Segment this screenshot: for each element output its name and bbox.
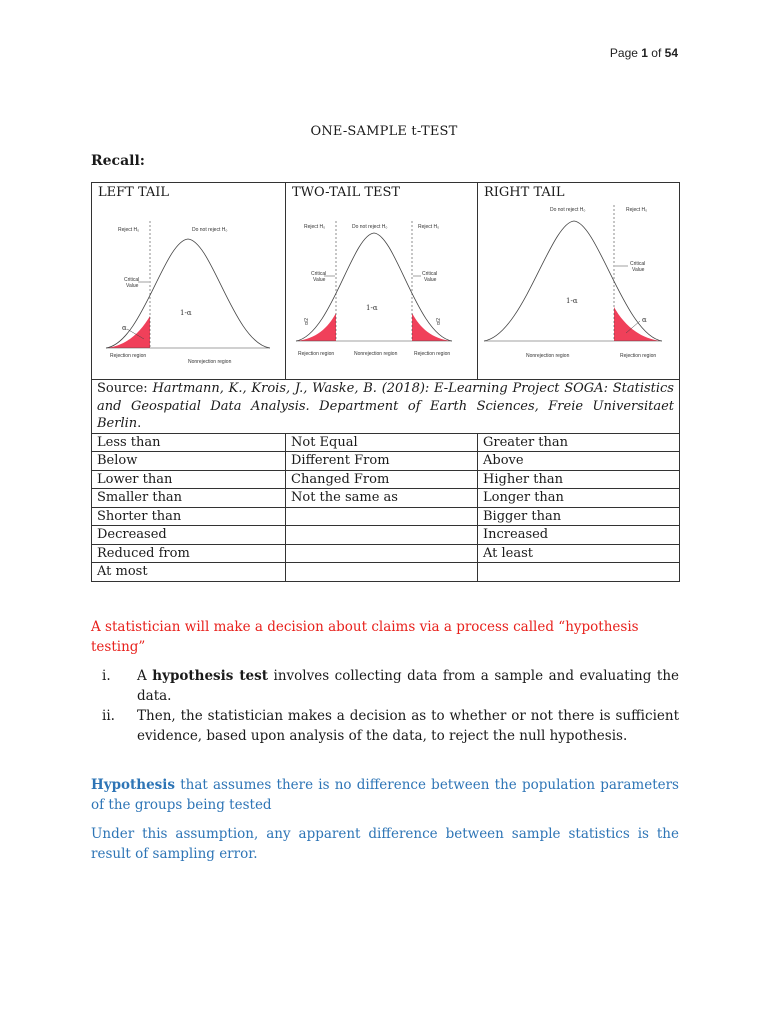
- table-row: [92, 489, 680, 508]
- list-item: [91, 706, 679, 746]
- two-tail-one-minus-alpha: 1-α: [366, 304, 378, 312]
- left-tail-one-minus-alpha: 1-α: [180, 309, 192, 317]
- left-tail-alpha: α: [122, 324, 127, 332]
- left-tail-header: LEFT TAIL: [98, 185, 170, 200]
- source-cell: [92, 380, 680, 434]
- two-tail-half-alpha-right: α/2: [436, 317, 442, 325]
- right-tail-header: RIGHT TAIL: [484, 185, 565, 200]
- table-row: [92, 544, 680, 563]
- left-tail-critical-label-2: Value: [126, 283, 139, 289]
- left-tail-nonrejection-region-label: Nonrejection region: [188, 359, 232, 365]
- source-citation: Hartmann, K., Krois, J., Waske, B. (2018): E-Learning Project SOGA: Statistics and Geospatial Data Analysis. Department of Earth Sciences, Freie Universitaet Berlin: [97, 381, 674, 431]
- right-tail-one-minus-alpha: 1-α: [566, 297, 578, 305]
- left-keyword: Shorter than: [92, 507, 286, 526]
- right-tail-rejection-label: Rejection region: [620, 353, 657, 359]
- source-suffix: .: [137, 416, 142, 431]
- left-keyword: Lower than: [92, 470, 286, 489]
- step-text-bold: hypothesis test: [152, 668, 268, 684]
- right-tail-alpha: α: [642, 316, 647, 324]
- step-text-pre: Then, the statistician makes a decision as to whether or not there is sufficient evidence, based upon analysis of the data, to reject the null hypothesis.: [137, 708, 679, 744]
- left-tail-rejection-region-label: Rejection region: [110, 353, 147, 359]
- page-total: 54: [664, 46, 678, 60]
- two-tail-header: TWO-TAIL TEST: [292, 185, 401, 200]
- hypothesis-testing-intro: A statistician will make a decision about claims via a process called “hypothesis testing”: [91, 619, 639, 655]
- two-tail-reject-left-label: Reject H₀: [304, 224, 326, 230]
- two-keyword: Changed From: [286, 470, 478, 489]
- table-row: [92, 452, 680, 471]
- left-tail-critical-label-1: Critical: [124, 277, 140, 283]
- left-keyword: Less than: [92, 433, 286, 452]
- two-keyword: [286, 507, 478, 526]
- page-prefix: Page: [609, 46, 642, 60]
- page-number: [610, 46, 678, 60]
- two-tail-critical-left-1: Critical: [311, 271, 327, 277]
- steps-list: [91, 666, 679, 746]
- page-of: of: [647, 46, 665, 60]
- hypothesis-term: Hypothesis: [91, 777, 176, 793]
- table-row: [92, 507, 680, 526]
- step-text-post: involves collecting data from a sample and evaluating the data.: [137, 668, 680, 704]
- two-tail-cell: [286, 183, 478, 380]
- figure-row: [92, 183, 680, 380]
- right-tail-curve: [484, 221, 662, 341]
- two-keyword: [286, 526, 478, 545]
- left-keyword: Decreased: [92, 526, 286, 545]
- left-keyword: At most: [92, 563, 286, 582]
- step-number: ii.: [102, 708, 115, 724]
- hypothesis-definition-text: that assumes there is no difference between the population parameters of the groups being tested: [91, 777, 679, 813]
- two-keyword: [286, 544, 478, 563]
- right-keyword: At least: [478, 544, 680, 563]
- right-tail-critical-label-1: Critical: [630, 261, 646, 267]
- table-row: [92, 470, 680, 489]
- right-keyword: Longer than: [478, 489, 680, 508]
- two-tail-nonrejection-label: Nonrejection region: [354, 351, 398, 357]
- right-tail-nonrejection-label: Nonrejection region: [526, 353, 570, 359]
- two-tail-rejection-right-label: Rejection region: [414, 351, 451, 357]
- right-keyword: Bigger than: [478, 507, 680, 526]
- two-tail-curve: [296, 233, 452, 341]
- source-row: [92, 380, 680, 434]
- step-text-pre: A: [137, 668, 153, 684]
- null-hypothesis-definition: [91, 775, 679, 815]
- two-tail-reject-right-label: Reject H₀: [418, 224, 440, 230]
- table-row: [92, 433, 680, 452]
- right-tail-critical-label-2: Value: [632, 267, 645, 273]
- two-tail-half-alpha-left: α/2: [304, 317, 310, 325]
- right-keyword: Greater than: [478, 433, 680, 452]
- tail-tests-table: [91, 182, 680, 582]
- left-tail-curve: [106, 239, 270, 348]
- right-tail-cell: [478, 183, 680, 380]
- table-row: [92, 563, 680, 582]
- left-keyword: Reduced from: [92, 544, 286, 563]
- two-tail-rejection-left-label: Rejection region: [298, 351, 335, 357]
- two-keyword: Not the same as: [286, 489, 478, 508]
- two-tail-critical-right-1: Critical: [422, 271, 438, 277]
- two-tail-figure: [286, 183, 478, 379]
- left-tail-do-not-reject-label: Do not reject H₀: [192, 227, 228, 233]
- right-tail-do-not-reject-label: Do not reject H₀: [550, 207, 586, 213]
- left-keyword: Smaller than: [92, 489, 286, 508]
- two-keyword: Different From: [286, 452, 478, 471]
- right-tail-reject-label: Reject H₀: [626, 207, 648, 213]
- two-keyword: Not Equal: [286, 433, 478, 452]
- right-tail-rejection-area: [614, 307, 662, 341]
- page-current: 1: [641, 46, 648, 60]
- list-item: [91, 666, 679, 706]
- right-keyword: [478, 563, 680, 582]
- left-tail-cell: [92, 183, 286, 380]
- step-number: i.: [102, 668, 111, 684]
- left-tail-reject-label: Reject H₀: [118, 227, 140, 233]
- table-row: [92, 526, 680, 545]
- right-keyword: Increased: [478, 526, 680, 545]
- document-title: ONE-SAMPLE t-TEST: [310, 124, 458, 139]
- two-tail-critical-right-2: Value: [424, 277, 437, 283]
- left-keyword: Below: [92, 452, 286, 471]
- two-tail-critical-left-2: Value: [313, 277, 326, 283]
- left-tail-figure: [92, 183, 286, 379]
- recall-heading: Recall:: [91, 153, 145, 169]
- source-prefix: Source:: [97, 381, 153, 396]
- right-keyword: Higher than: [478, 470, 680, 489]
- right-keyword: Above: [478, 452, 680, 471]
- right-tail-figure: [478, 183, 680, 379]
- sampling-error-note: Under this assumption, any apparent difference between sample statistics is the result of sampling error.: [91, 826, 679, 862]
- two-tail-do-not-reject-label: Do not reject H₀: [352, 224, 388, 230]
- two-keyword: [286, 563, 478, 582]
